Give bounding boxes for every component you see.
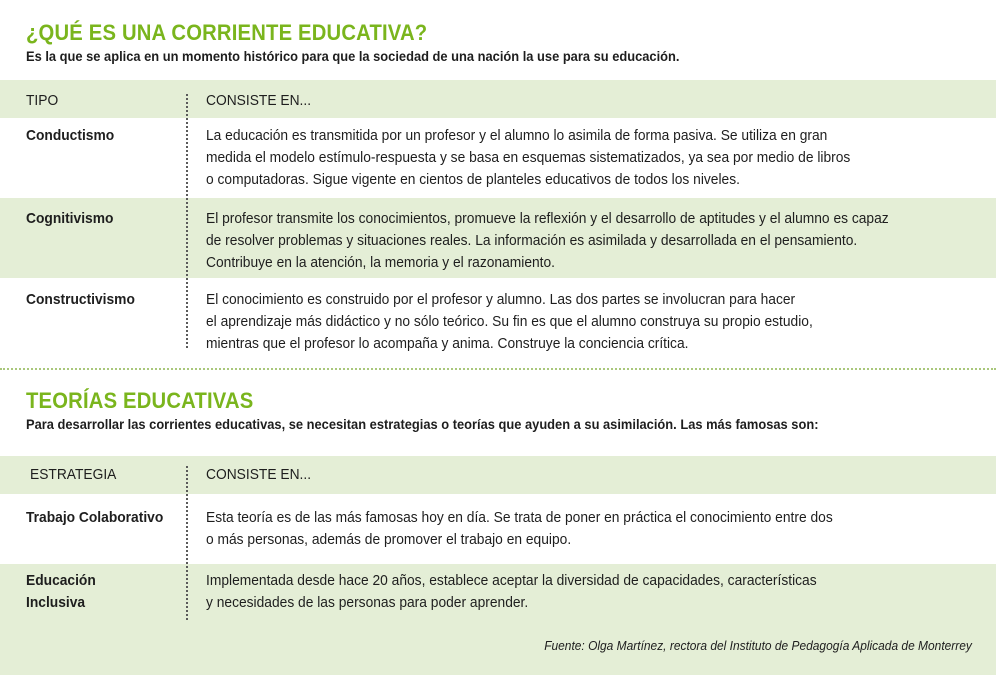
row-description (206, 208, 951, 274)
row-label: Conductismo (26, 127, 115, 144)
section1-header-band (0, 80, 996, 118)
source-note: Fuente: Olga Martínez, rectora del Instituto de Pedagogía Aplicada de Monterrey (544, 638, 972, 653)
row-line: La educación es transmitida por un profesor y el alumno lo asimila de forma pasiva. Se utiliza en gran (206, 127, 828, 144)
section2-title: TEORÍAS EDUCATIVAS (26, 388, 254, 413)
row-description (206, 125, 951, 191)
row-line: medida el modelo estímulo-respuesta y se basa en esquemas sistematizados, ya sea por medio de libros (206, 149, 851, 166)
row-label: Trabajo Colaborativo (26, 509, 164, 526)
section1-title: ¿QUÉ ES UNA CORRIENTE EDUCATIVA? (26, 20, 428, 45)
row-label-line-2: Inclusiva (26, 594, 86, 611)
row-line: El profesor transmite los conocimientos, promueve la reflexión y el desarrollo de aptitudes y el alumno es capaz (206, 210, 889, 227)
row-line: Esta teoría es de las más famosas hoy en día. Se trata de poner en práctica el conocimiento entre dos (206, 509, 833, 526)
row-label: Cognitivismo (26, 210, 114, 227)
row-description (206, 289, 951, 355)
row-line: El conocimiento es construido por el profesor y alumno. Las dos partes se involucran para hacer (206, 291, 796, 308)
row-description (206, 507, 951, 551)
row-line: Contribuye en la atención, la memoria y el razonamiento. (206, 254, 556, 271)
section1-subtitle: Es la que se aplica en un momento histórico para que la sociedad de una nación la use para su educación. (26, 48, 680, 64)
section2-header-consiste: CONSISTE EN... (206, 466, 312, 483)
row-line: de resolver problemas y situaciones reales. La información es asimilada y desarrollada en el pensamiento. (206, 232, 858, 249)
row-line: mientras que el profesor lo acompaña y anima. Construye la conciencia crítica. (206, 335, 689, 352)
section1-column-divider (186, 94, 188, 348)
row-line: y necesidades de las personas para poder aprender. (206, 594, 529, 611)
row-line: o más personas, además de promover el trabajo en equipo. (206, 531, 572, 548)
section2-subtitle: Para desarrollar las corrientes educativas, se necesitan estrategias o teorías que ayuden a su asimilación. Las más famosas son: (26, 416, 819, 432)
section1-header-tipo: TIPO (26, 92, 59, 109)
row-label-line-1: Educación (26, 572, 96, 589)
section1-header-consiste: CONSISTE EN... (206, 92, 312, 109)
row-description (206, 570, 951, 614)
section-divider (0, 368, 996, 370)
row-line: Implementada desde hace 20 años, establece aceptar la diversidad de capacidades, características (206, 572, 817, 589)
row-line: el aprendizaje más didáctico y no sólo teórico. Su fin es que el alumno construya su propio estudio, (206, 313, 813, 330)
row-label: Constructivismo (26, 291, 135, 308)
row-line: o computadoras. Sigue vigente en cientos de planteles educativos de todos los niveles. (206, 171, 740, 188)
section2-column-divider (186, 466, 188, 620)
section2-header-estrategia: ESTRATEGIA (30, 466, 117, 483)
